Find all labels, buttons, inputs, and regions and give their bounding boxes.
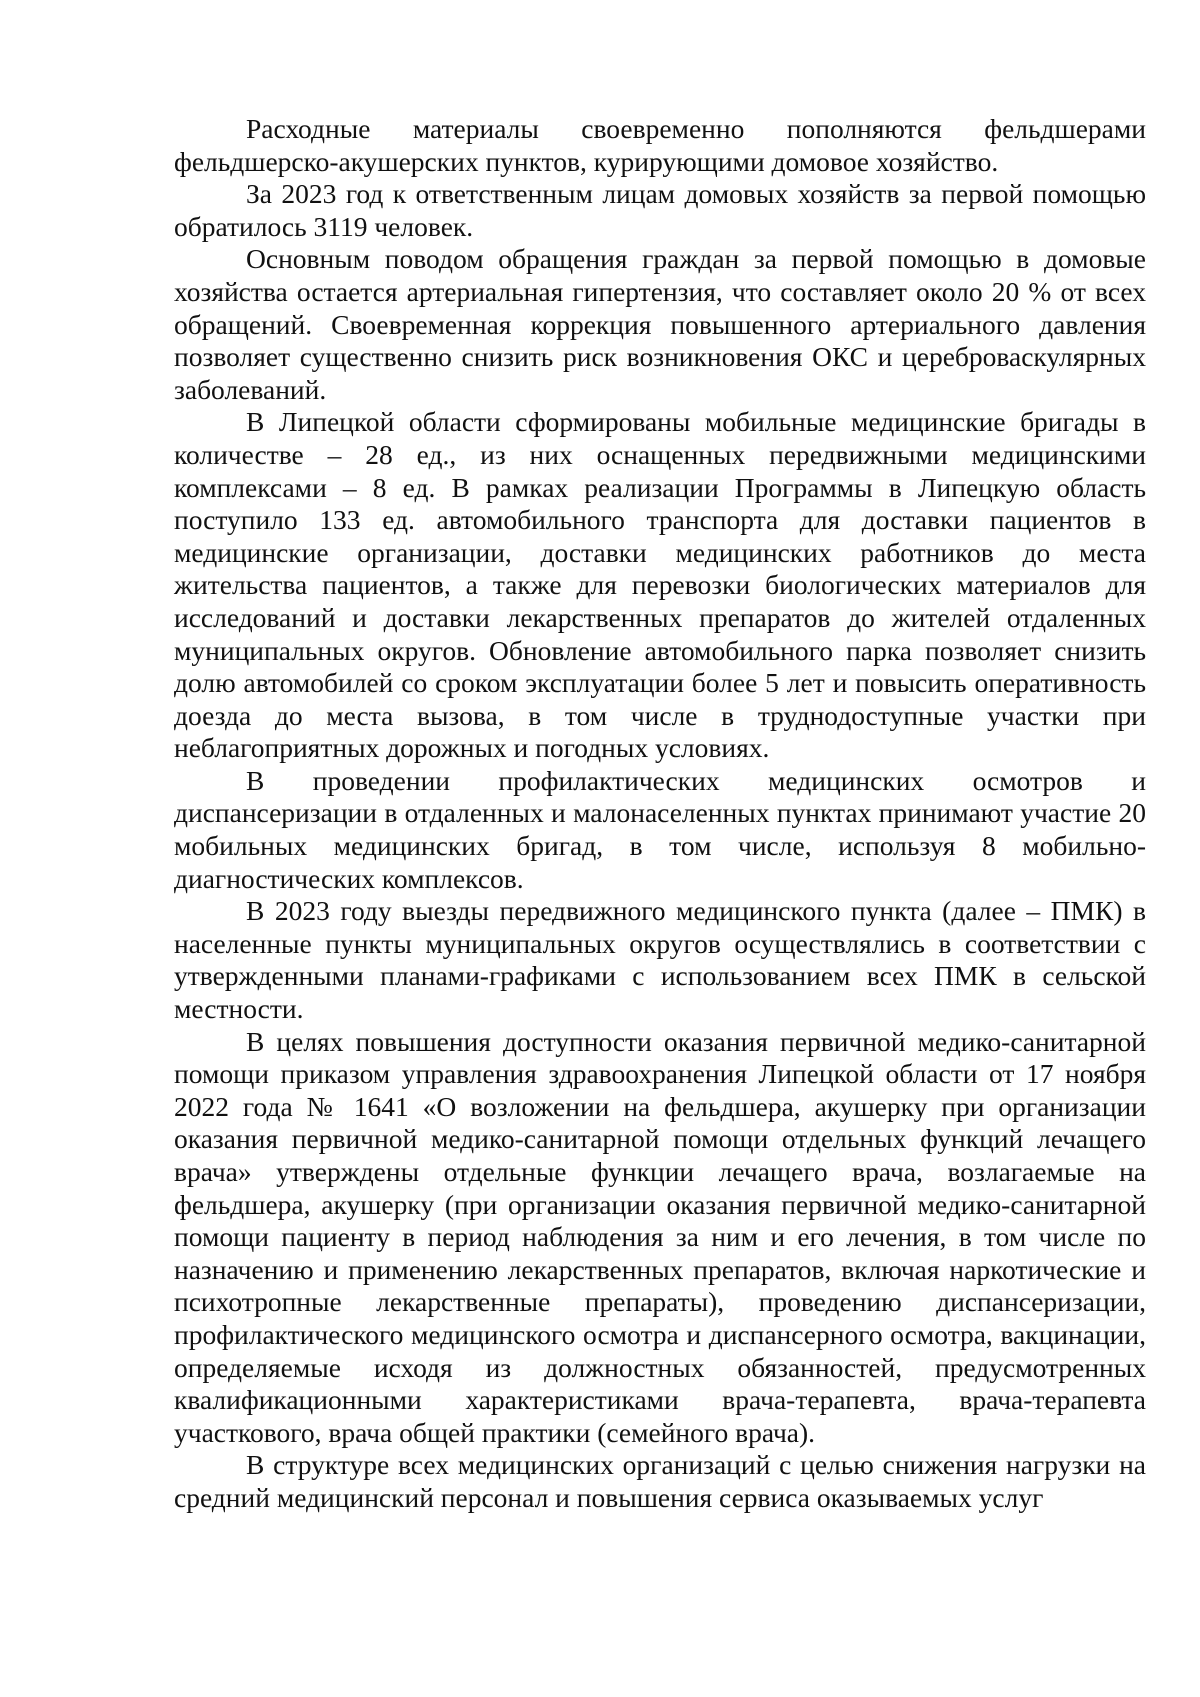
paragraph-structure: В структуре всех медицинских организаций с целью снижения нагрузки на средний медицинский персонал и повышения сервиса оказываемых услуг: [174, 1449, 1146, 1513]
paragraph-hypertension: Основным поводом обращения граждан за первой помощью в домовые хозяйства остается артериальная гипертензия, что составляет около 20 % от всех обращений. Своевременная коррекция повышенного артериального давления позволяет существенно снизить риск возникновения ОКС и цереброваскулярных заболеваний.: [174, 243, 1146, 405]
paragraph-consumables: Расходные материалы своевременно пополняются фельдшерами фельдшерско-акушерских пунктов, курирующими домовое хозяйство.: [174, 113, 1146, 177]
paragraph-pmk-visits: В 2023 году выезды передвижного медицинского пункта (далее – ПМК) в населенные пункты муниципальных округов осуществлялись в соответствии с утвержденными планами-графиками с использованием всех ПМК в сельской местности.: [174, 895, 1146, 1025]
paragraph-first-aid-count: За 2023 год к ответственным лицам домовых хозяйств за первой помощью обратилось 3119 человек.: [174, 178, 1146, 242]
paragraph-preventive-exams: В проведении профилактических медицинских осмотров и диспансеризации в отдаленных и малонаселенных пунктах принимают участие 20 мобильных медицинских бригад, в том числе, используя 8 мобильно-диагностических комплексов.: [174, 764, 1146, 894]
paragraph-mobile-brigades: В Липецкой области сформированы мобильные медицинские бригады в количестве – 28 ед., из них оснащенных передвижными медицинскими комплексами – 8 ед. В рамках реализации Программы в Липецкую область поступило 133 ед. автомобильного транспорта для доставки пациентов в медицинские организации, доставки медицинских работников до места жительства пациентов, а также для перевозки биологических материалов для исследований и доставки лекарственных препаратов до жителей отдаленных муниципальных округов. Обновление автомобильного парка позволяет снизить долю автомобилей со сроком эксплуатации более 5 лет и повысить оперативность доезда до места вызова, в том числе в труднодоступные участки при неблагоприятных дорожных и погодных условиях.: [174, 406, 1146, 764]
document-body: [174, 113, 1146, 1515]
paragraph-order-1641: В целях повышения доступности оказания первичной медико-санитарной помощи приказом управления здравоохранения Липецкой области от 17 ноября 2022 года № 1641 «О возложении на фельдшера, акушерку при организации оказания первичной медико-санитарной помощи отдельных функций лечащего врача» утверждены отдельные функции лечащего врача, возлагаемые на фельдшера, акушерку (при организации оказания первичной медико-санитарной помощи пациенту в период наблюдения за ним и его лечения, в том числе по назначению и применению лекарственных препаратов, включая наркотические и психотропные лекарственные препараты), проведению диспансеризации, профилактического медицинского осмотра и диспансерного осмотра, вакцинации, определяемые исходя из должностных обязанностей, предусмотренных квалификационными характеристиками врача-терапевта, врача-терапевта участкового, врача общей практики (семейного врача).: [174, 1025, 1146, 1448]
